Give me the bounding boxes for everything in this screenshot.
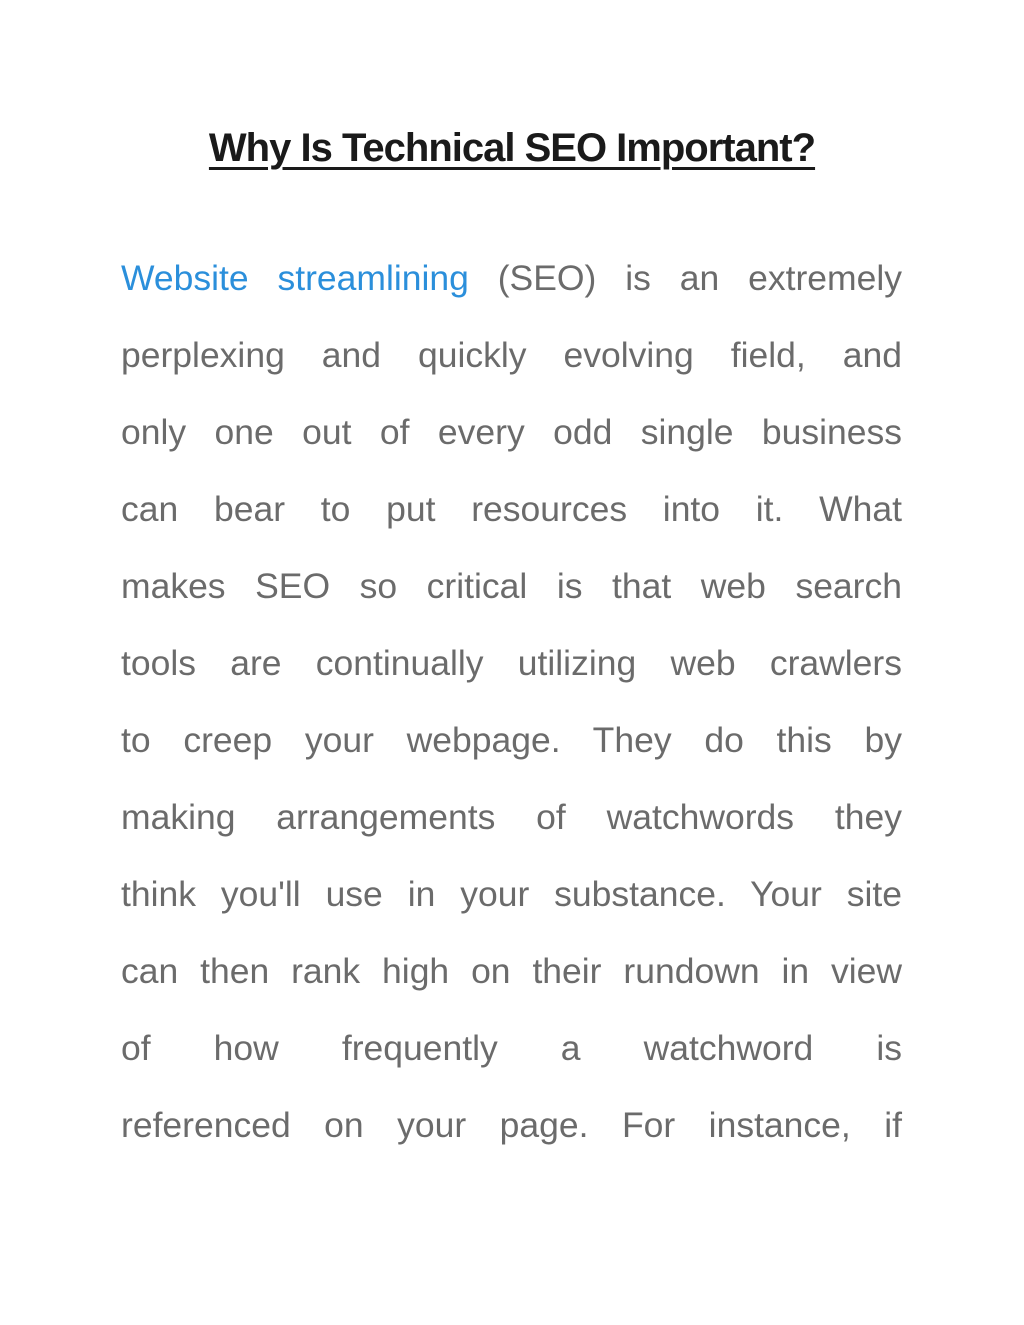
paragraph-line	[121, 240, 902, 317]
paragraph-line: perplexing and quickly evolving field, and	[121, 335, 902, 375]
paragraph-line: making arrangements of watchwords they	[121, 797, 902, 837]
paragraph-line: tools are continually utilizing web crawlers	[121, 643, 902, 683]
page-title-text: Why Is Technical SEO Important?	[208, 126, 816, 170]
page-title	[0, 122, 1024, 174]
website-streamlining-link[interactable]: Website streamlining	[121, 258, 469, 298]
paragraph-line: can then rank high on their rundown in view	[121, 951, 902, 991]
paragraph-line: of how frequently a watchword is	[121, 1028, 902, 1068]
paragraph-line: makes SEO so critical is that web search	[121, 566, 902, 606]
paragraph-line: only one out of every odd single business	[121, 412, 902, 452]
paragraph-line: can bear to put resources into it. What	[121, 489, 902, 529]
paragraph-line-text: (SEO) is an extremely	[468, 258, 902, 298]
paragraph-line: think you'll use in your substance. Your site	[121, 874, 902, 914]
paragraph-line: to creep your webpage. They do this by	[121, 720, 902, 760]
paragraph-line: referenced on your page. For instance, if	[121, 1105, 902, 1145]
body-paragraph	[121, 240, 902, 1164]
